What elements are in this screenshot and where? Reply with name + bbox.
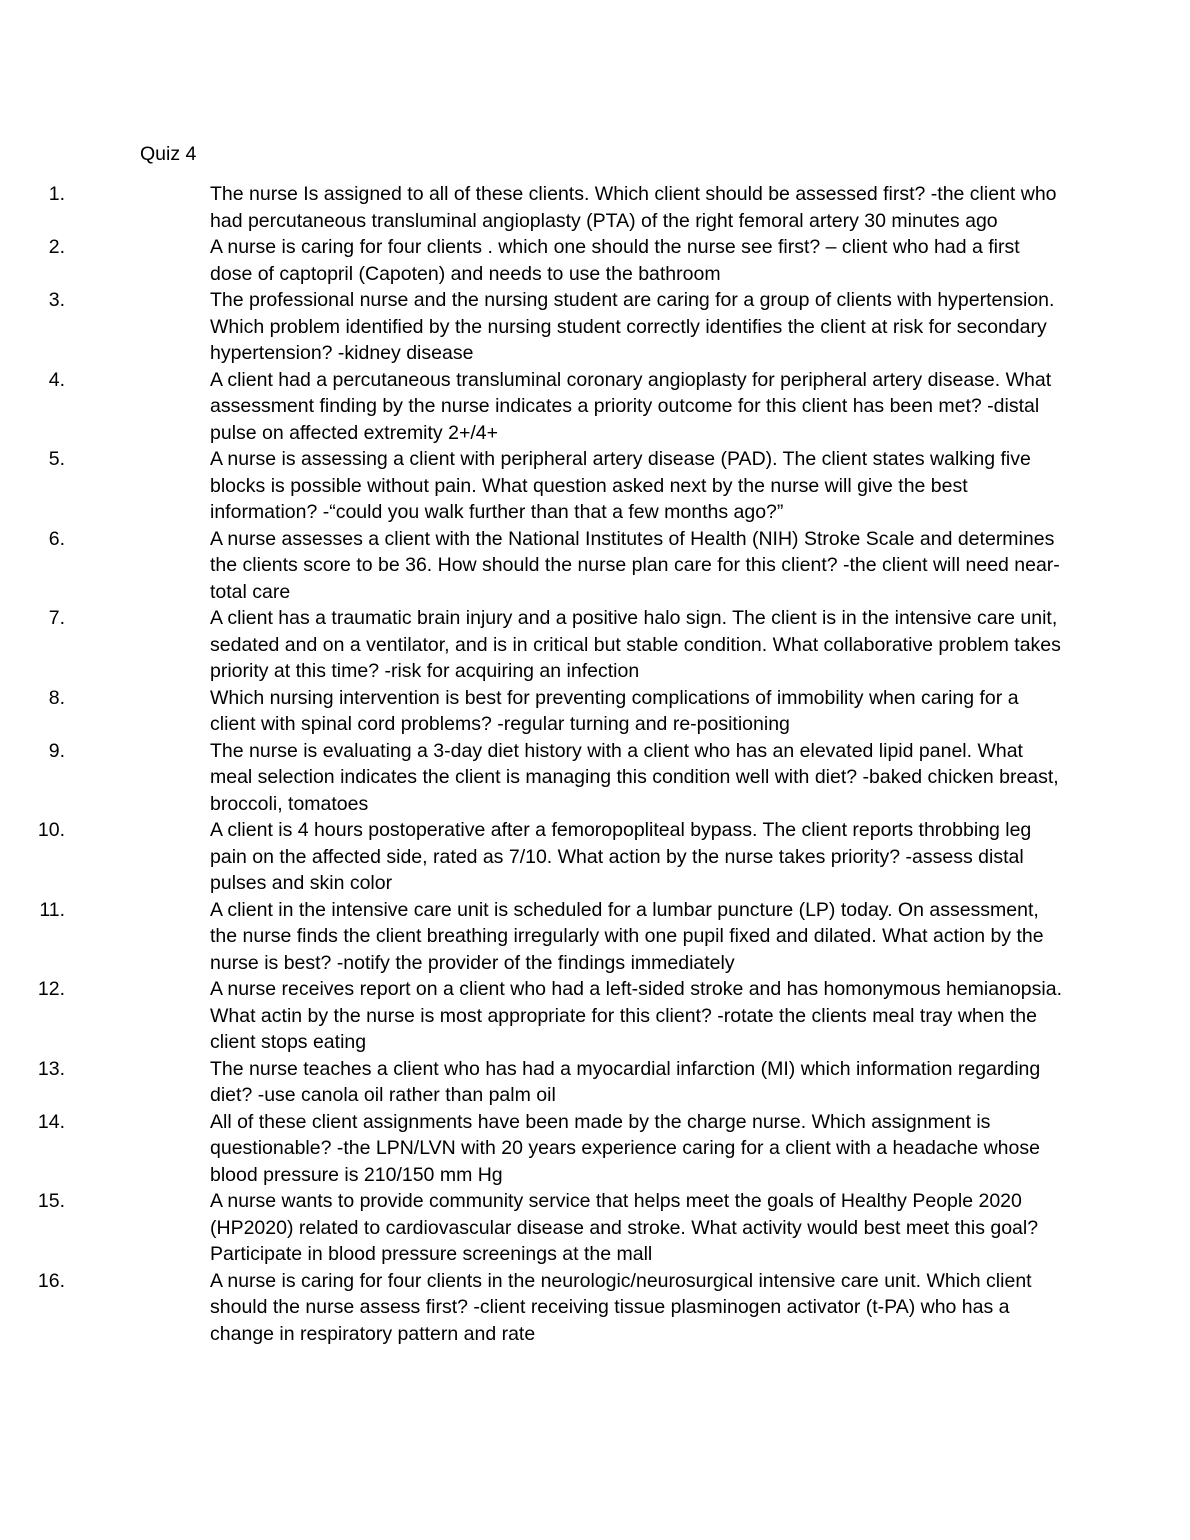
- question-number: 7.: [48, 607, 65, 629]
- question-item: [0, 526, 1065, 606]
- question-item: [0, 605, 1065, 685]
- question-text: All of these client assignments have been made by the charge nurse. Which assignment is questionable? -the LPN/LVN with 20 years experience caring for a client with a headache whose blood pressure is 210/150 mm Hg: [210, 1110, 1040, 1186]
- question-item: [0, 1056, 1065, 1109]
- question-text: The nurse Is assigned to all of these clients. Which client should be assessed first? -the client who had percutaneous transluminal angioplasty (PTA) of the right femoral artery 30 minutes ago: [210, 183, 1057, 232]
- question-number: 12.: [37, 978, 65, 1000]
- question-text: A client is 4 hours postoperative after a femoropopliteal bypass. The client reports throbbing leg pain on the affected side, rated as 7/10. What action by the nurse takes priority? -assess distal pulses and skin color: [210, 819, 1032, 894]
- question-item: [0, 1188, 1065, 1268]
- question-item: [0, 181, 1065, 234]
- question-number: 6.: [48, 527, 65, 550]
- question-item: [0, 446, 1065, 526]
- question-text: A nurse is assessing a client with peripheral artery disease (PAD). The client states walking five blocks is possible without pain. What question asked next by the nurse will give the best information? -“could you walk further than that a few months ago?”: [210, 448, 1031, 523]
- question-text: A nurse wants to provide community service that helps meet the goals of Healthy People 2020 (HP2020) related to cardiovascular disease and stroke. What activity would best meet this goal? Participate in blood pressure screenings at the mall: [210, 1190, 1039, 1265]
- question-number: 5.: [48, 448, 65, 470]
- question-number: 13.: [37, 1057, 65, 1080]
- page-title: Quiz 4: [140, 143, 197, 165]
- question-item: [0, 287, 1065, 367]
- question-number: 14.: [37, 1110, 65, 1133]
- question-text: A client in the intensive care unit is scheduled for a lumbar puncture (LP) today. On assessment, the nurse finds the client breathing irregularly with one pupil fixed and dilated. What action by the nurse is best? -notify the provider of the findings immediately: [210, 898, 1044, 974]
- question-text: The professional nurse and the nursing student are caring for a group of clients with hypertension. Which problem identified by the nursing student correctly identifies the client at risk for secondary hypertension? -kidney disease: [210, 289, 1055, 364]
- question-number: 11.: [39, 898, 65, 921]
- question-item: [0, 234, 1065, 287]
- question-text: The nurse teaches a client who has had a myocardial infarction (MI) which information regarding diet? -use canola oil rather than palm oil: [210, 1057, 1041, 1106]
- question-list: [0, 181, 1190, 1347]
- question-text: The nurse is evaluating a 3-day diet history with a client who has an elevated lipid panel. What meal selection indicates the client is managing this condition well with diet? -baked chicken breast, broccoli, tomatoes: [210, 739, 1059, 815]
- question-number: 1.: [48, 183, 65, 205]
- question-number: 10.: [37, 819, 65, 841]
- question-text: Which nursing intervention is best for preventing complications of immobility when caring for a client with spinal cord problems? -regular turning and re-positioning: [210, 686, 1019, 735]
- question-text: A nurse is caring for four clients . which one should the nurse see first? – client who had a first dose of captopril (Capoten) and needs to use the bathroom: [210, 236, 1020, 285]
- question-text: A nurse assesses a client with the National Institutes of Health (NIH) Stroke Scale and determines the clients score to be 36. How should the nurse plan care for this client? -the client will need near-total care: [210, 527, 1060, 603]
- question-number: 8.: [48, 686, 65, 709]
- question-text: A nurse receives report on a client who had a left-sided stroke and has homonymous hemianopsia. What actin by the nurse is most appropriate for this client? -rotate the clients meal tray when the client stops eating: [210, 978, 1062, 1053]
- question-text: A nurse is caring for four clients in the neurologic/neurosurgical intensive care unit. Which client should the nurse assess first? -client receiving tissue plasminogen activator (t-PA) who has a change in respiratory pattern and rate: [210, 1269, 1032, 1345]
- question-item: [0, 1268, 1065, 1348]
- question-number: 16.: [37, 1269, 65, 1292]
- question-item: [0, 367, 1065, 447]
- question-item: [0, 897, 1065, 977]
- question-text: A client has a traumatic brain injury and a positive halo sign. The client is in the intensive care unit, sedated and on a ventilator, and is in critical but stable condition. What collaborative problem takes priority at this time? -risk for acquiring an infection: [210, 607, 1061, 682]
- question-number: 3.: [48, 289, 65, 311]
- question-number: 4.: [48, 368, 65, 391]
- question-number: 15.: [37, 1190, 65, 1212]
- question-number: 2.: [48, 236, 65, 258]
- question-item: [0, 817, 1065, 897]
- question-item: [0, 685, 1065, 738]
- question-text: A client had a percutaneous transluminal coronary angioplasty for peripheral artery disease. What assessment finding by the nurse indicates a priority outcome for this client has been met? -distal pulse on affected extremity 2+/4+: [210, 368, 1052, 444]
- question-item: [0, 738, 1065, 818]
- question-number: 9.: [48, 739, 65, 762]
- question-item: [0, 1109, 1065, 1189]
- question-item: [0, 976, 1065, 1056]
